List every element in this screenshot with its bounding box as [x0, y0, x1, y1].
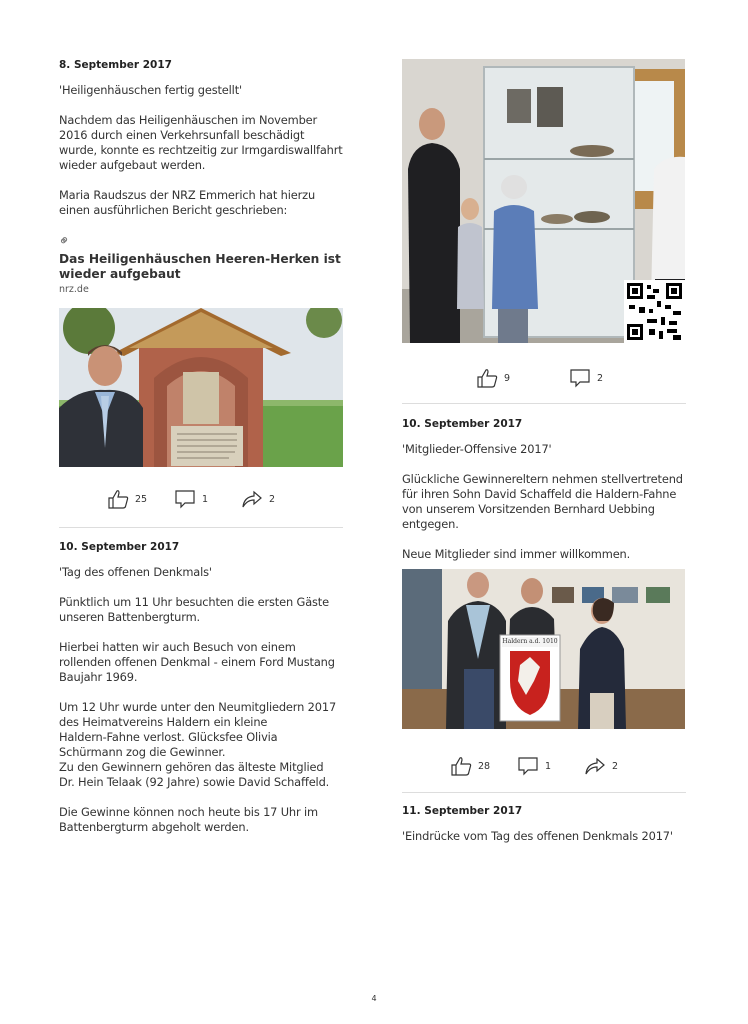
thumbs-up-icon: [450, 756, 472, 776]
post-title: 'Eindrücke vom Tag des offenen Denkmals 2017': [402, 829, 673, 843]
post-paragraph: Pünktlich um 11 Uhr besuchten die ersten Gäste unseren Battenbergturm.: [59, 595, 329, 624]
like-button[interactable]: [450, 756, 490, 776]
post-paragraph: Maria Raudszus der NRZ Emmerich hat hierzu einen ausführlichen Bericht geschrieben:: [59, 188, 316, 217]
shrine-photo-image: [59, 308, 343, 467]
post-date: 8. September 2017: [59, 59, 172, 71]
share-button[interactable]: [584, 756, 618, 776]
like-count: 25: [135, 493, 148, 505]
post-title: 'Mitglieder-Offensive 2017': [402, 442, 552, 456]
link-icon: ⚭: [55, 231, 75, 251]
comment-button[interactable]: [569, 368, 603, 388]
reactions-bar: [59, 489, 343, 519]
post-title: 'Heiligenhäuschen fertig gestellt': [59, 83, 242, 97]
post-paragraph: Neue Mitglieder sind immer willkommen.: [402, 547, 631, 561]
flag-photo-image: [402, 569, 685, 729]
post-paragraph: Die Gewinne können noch heute bis 17 Uhr im Battenbergturm abgeholt werden.: [59, 805, 318, 834]
museum-photo[interactable]: [402, 59, 685, 343]
post-paragraph: Glückliche Gewinnereltern nehmen stellvertretend für ihren Sohn David Schaffeld die Haldern-Fahne von unserem Vorsitzenden Bernhard Uebbing entgegen.: [402, 472, 683, 531]
like-count: 28: [478, 760, 491, 772]
page-number: 4: [371, 994, 377, 1003]
link-title[interactable]: Das Heiligenhäuschen Heeren-Herken ist wieder aufgebaut: [59, 252, 341, 281]
share-icon: [241, 489, 263, 509]
left-column: [55, 58, 343, 835]
like-button[interactable]: [107, 489, 147, 509]
comment-button[interactable]: [517, 756, 551, 776]
flag-photo[interactable]: [402, 569, 685, 729]
post-date: 10. September 2017: [402, 418, 523, 430]
like-button[interactable]: [476, 368, 510, 388]
share-count: 2: [269, 493, 276, 505]
comment-count: 2: [597, 372, 604, 384]
thumbs-up-icon: [107, 489, 129, 509]
comment-icon: [569, 368, 591, 388]
link-domain: nrz.de: [59, 284, 89, 295]
post-paragraph: Hierbei hatten wir auch Besuch von einem rollenden offenen Denkmal - einem Ford Mustang Baujahr 1969.: [59, 640, 335, 684]
thumbs-up-icon: [476, 368, 498, 388]
shrine-photo[interactable]: [59, 308, 343, 467]
share-count: 2: [612, 760, 619, 772]
post-paragraph: Um 12 Uhr wurde unter den Neumitgliedern 2017 des Heimatvereins Haldern ein kleine Haldern-Fahne verlost. Glücksfee Olivia Schürmann zog die Gewinner. Zu den Gewinnern gehören das älteste Mitglied Dr. Hein Telaak (92 Jahre) sowie David Schaffeld.: [59, 700, 337, 789]
post-date: 10. September 2017: [59, 541, 180, 553]
share-button[interactable]: [241, 489, 275, 509]
reactions-bar: [402, 368, 686, 398]
link-preview[interactable]: [55, 230, 343, 295]
post-title: 'Tag des offenen Denkmals': [59, 565, 212, 579]
comment-count: 1: [545, 760, 552, 772]
banner-label: Haldern a.d. 1010: [502, 638, 558, 645]
right-column: [402, 59, 686, 844]
museum-photo-image: [402, 59, 685, 343]
share-icon: [584, 756, 606, 776]
comment-count: 1: [202, 493, 209, 505]
comment-icon: [174, 489, 196, 509]
comment-button[interactable]: [174, 489, 208, 509]
comment-icon: [517, 756, 539, 776]
reactions-bar: [402, 756, 686, 786]
like-count: 9: [504, 372, 511, 384]
post-date: 11. September 2017: [402, 805, 523, 817]
post-paragraph: Nachdem das Heiligenhäuschen im November 2016 durch einen Verkehrsunfall beschädigt wurde, konnte es rechtzeitig zur Irmgardiswallfahrt wieder aufgebaut werden.: [59, 113, 343, 172]
